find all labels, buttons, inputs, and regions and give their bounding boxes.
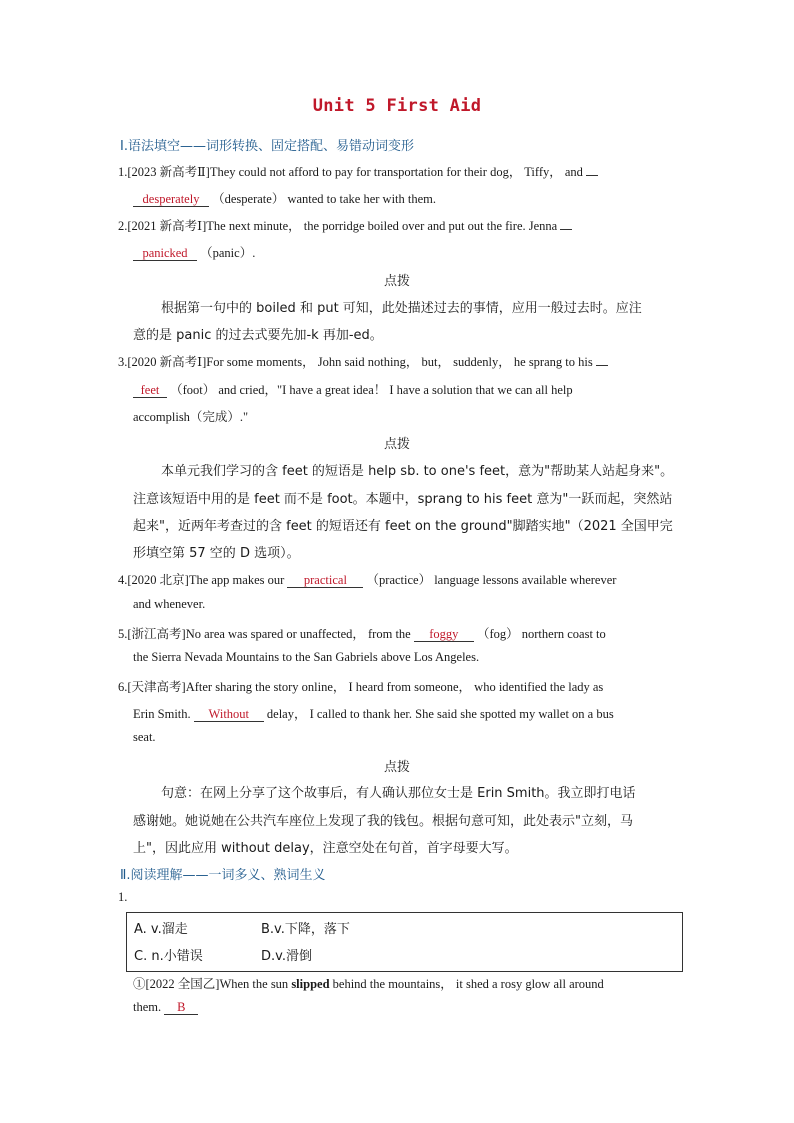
tip-text: 根据第一句中的 boiled 和 put 可知，此处描述过去的事情，应用一般过去时。应注	[161, 301, 642, 316]
question-2-line-2: panicked （panic）.	[133, 243, 255, 261]
option-c: C. n.小错误	[134, 949, 203, 964]
reading-question-number: 1.	[118, 890, 128, 904]
tip-text: 感谢她。她说她在公共汽车座位上发现了我的钱包。根据句意可知，此处表示"立刻，马	[133, 814, 633, 829]
keyword: slipped	[291, 977, 330, 991]
question-6-line-2: Erin Smith. Without delay， I called to thank her. She said she spotted my wallet on a bus	[133, 707, 614, 721]
tip-text: 上"，因此应用 without delay，注意空处在句首，首字母要大写。	[133, 841, 518, 856]
question-3-line-2: feet （foot） and cried，"I have a great idea！ I have a solution that we can all help	[133, 380, 573, 398]
question-3-line-3: accomplish（完成）."	[133, 410, 249, 424]
question-6-line-3: seat.	[133, 730, 156, 744]
question-5-line-2: the Sierra Nevada Mountains to the San Gabriels above Los Angeles.	[133, 650, 480, 664]
section-heading-grammar: Ⅰ.语法填空——词形转换、固定搭配、易错动词变形	[120, 139, 414, 154]
answer-blank: practical	[287, 573, 363, 588]
tip-text: 形填空第 57 空的 D 选项）。	[133, 546, 300, 561]
tip-text: 注意该短语中用的是 feet 而不是 foot。本题中，sprang to his feet 意为"一跃而起，突然站	[133, 492, 673, 507]
tip-text: 句意：在网上分享了这个故事后，有人确认那位女士是 Erin Smith。我立即打电话	[161, 786, 636, 801]
answer-blank: Without	[194, 707, 264, 722]
question-3-line-1: 3.[2020 新高考Ⅰ]For some moments， John said nothing， but， suddenly， he sprang to his	[118, 352, 608, 370]
question-5-line-1: 5.[浙江高考]No area was spared or unaffected， from the foggy （fog） northern coast to	[118, 627, 606, 641]
answer-blank: panicked	[133, 246, 197, 261]
option-a: A. v.溜走	[134, 922, 188, 937]
question-6-line-1: 6.[天津高考]After sharing the story online， I heard from someone， who identified the lady as	[118, 680, 604, 694]
question-4-line-1: 4.[2020 北京]The app makes our practical （practice） language lessons available wherever	[118, 573, 617, 587]
reading-question-1-line-1: ①[2022 全国乙]When the sun slipped behind the mountains， it shed a rosy glow all around	[133, 977, 604, 991]
tip-heading: 点拨	[383, 274, 410, 289]
question-1-line-2: desperately （desperate） wanted to take her with them.	[133, 189, 436, 207]
question-4-line-2: and whenever.	[133, 597, 206, 611]
tip-heading: 点拨	[383, 760, 410, 775]
question-1-line-1: 1.[2023 新高考Ⅱ]They could not afford to pay for transportation for their dog， Tiffy， and	[118, 162, 598, 180]
option-d: D.v.滑倒	[261, 949, 312, 964]
option-b: B.v.下降，落下	[261, 922, 350, 937]
options-box	[126, 912, 683, 972]
answer-blank: feet	[133, 383, 167, 398]
answer-blank: desperately	[133, 192, 209, 207]
reading-question-1-line-2: them. B	[133, 1000, 198, 1015]
section-heading-reading: Ⅱ.阅读理解——一词多义、熟词生义	[120, 868, 326, 883]
answer-blank: foggy	[414, 627, 474, 642]
answer-blank: B	[164, 1000, 198, 1015]
tip-text: 意的是 panic 的过去式要先加-k 再加-ed。	[133, 328, 383, 343]
tip-text: 本单元我们学习的含 feet 的短语是 help sb. to one's feet，意为"帮助某人站起身来"。	[161, 464, 674, 479]
question-2-line-1: 2.[2021 新高考Ⅰ]The next minute， the porridge boiled over and put out the fire. Jenna	[118, 216, 572, 234]
page-title: Unit 5 First Aid	[312, 96, 482, 116]
tip-heading: 点拨	[383, 437, 410, 452]
tip-text: 起来"，近两年考查过的含 feet 的短语还有 feet on the ground"脚踏实地"（2021 全国甲完	[133, 519, 673, 534]
